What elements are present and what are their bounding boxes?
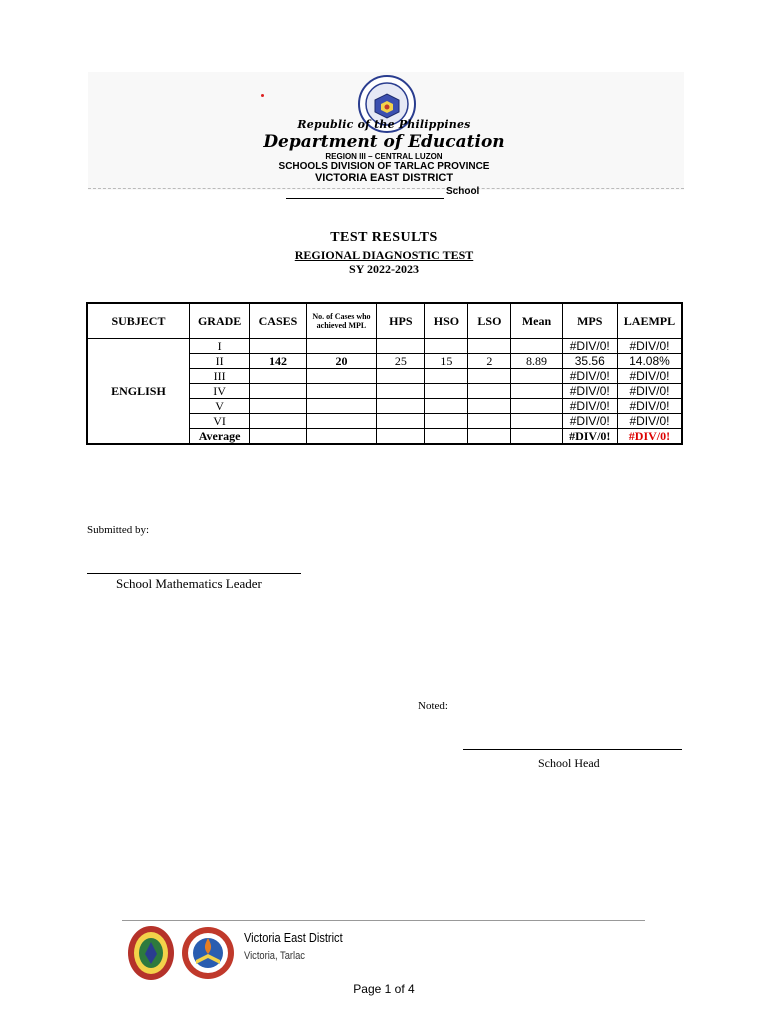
mpl-cell [306,399,377,414]
district-text: VICTORIA EAST DISTRICT [314,172,454,184]
header-lso: LSO [468,303,511,339]
document-title: TEST RESULTS [330,230,438,245]
cases-cell [250,369,306,384]
average-hps-cell [377,429,425,445]
mps-cell: #DIV/0! [562,414,617,429]
hso-cell [425,369,468,384]
mean-cell [511,339,562,354]
laempl-cell: #DIV/0! [617,369,682,384]
average-mean-cell [511,429,562,445]
lso-cell [468,339,511,354]
mpl-cell [306,369,377,384]
mps-cell: #DIV/0! [562,384,617,399]
school-year: SY 2022-2023 [349,262,419,276]
average-label: Average [189,429,249,445]
school-label: School [446,186,480,197]
noter-role: School Head [538,756,600,770]
division-text: SCHOOLS DIVISION OF TARLAC PROVINCE [278,161,490,172]
lso-cell [468,399,511,414]
average-laempl-cell: #DIV/0! [617,429,682,445]
test-name: REGIONAL DIAGNOSTIC TEST [294,248,474,262]
mps-cell: #DIV/0! [562,369,617,384]
header-hps: HPS [377,303,425,339]
average-hso-cell [425,429,468,445]
grade-cell: V [189,399,249,414]
hso-cell [425,414,468,429]
mean-cell [511,384,562,399]
cases-cell [250,339,306,354]
submitted-by-label: Submitted by: [87,524,150,536]
grade-cell: I [189,339,249,354]
hso-cell [425,399,468,414]
laempl-cell: #DIV/0! [617,414,682,429]
mean-cell: 8.89 [511,354,562,369]
letterhead-divider [88,188,684,189]
footer-divider [122,920,645,921]
average-lso-cell [468,429,511,445]
footer-district-name: Victoria East District [244,930,343,945]
grade-cell: IV [189,384,249,399]
grade-cell: II [189,354,249,369]
division-logo-icon [126,924,176,982]
noter-signature-line [463,749,682,750]
header-mpl-cases: No. of Cases who achieved MPL [306,303,377,339]
mpl-cell [306,339,377,354]
hps-cell [377,399,425,414]
hps-cell [377,339,425,354]
mpl-cell [306,414,377,429]
laempl-cell: #DIV/0! [617,339,682,354]
mean-cell [511,399,562,414]
hps-cell [377,414,425,429]
cases-cell [250,384,306,399]
hps-cell: 25 [377,354,425,369]
results-table [86,302,683,445]
lso-cell [468,384,511,399]
grade-cell: VI [189,414,249,429]
mps-cell: 35.56 [562,354,617,369]
hso-cell [425,339,468,354]
page-number: Page 1 of 4 [353,982,415,996]
footer-address: Victoria, Tarlac [244,950,305,962]
cases-cell [250,399,306,414]
average-cases-cell [250,429,306,445]
laempl-cell: 14.08% [617,354,682,369]
red-dot [261,94,264,97]
cases-cell: 142 [250,354,306,369]
mpl-cell [306,384,377,399]
region-text: REGION III – CENTRAL LUZON [325,152,443,161]
district-logo-icon [180,924,236,982]
department-text: Department of Education [263,132,505,152]
mean-cell [511,369,562,384]
hps-cell [377,369,425,384]
lso-cell: 2 [468,354,511,369]
mpl-cell: 20 [306,354,377,369]
mps-cell: #DIV/0! [562,399,617,414]
header-hso: HSO [425,303,468,339]
average-mpl-cell [306,429,377,445]
header-mps: MPS [562,303,617,339]
school-name-line [286,198,444,199]
lso-cell [468,369,511,384]
laempl-cell: #DIV/0! [617,384,682,399]
noted-label: Noted: [418,700,448,712]
laempl-cell: #DIV/0! [617,399,682,414]
submitter-signature-line [87,573,301,574]
header-subject: SUBJECT [87,303,189,339]
table-row [87,339,682,354]
mean-cell [511,414,562,429]
grade-cell: III [189,369,249,384]
header-laempl: LAEMPL [617,303,682,339]
republic-text: Republic of the Philippines [297,118,471,131]
header-mean: Mean [511,303,562,339]
cases-cell [250,414,306,429]
hso-cell [425,384,468,399]
subject-cell: ENGLISH [87,339,189,445]
table-header-row [87,303,682,339]
hso-cell: 15 [425,354,468,369]
lso-cell [468,414,511,429]
average-mps-cell: #DIV/0! [562,429,617,445]
submitter-role: School Mathematics Leader [116,576,262,591]
hps-cell [377,384,425,399]
header-grade: GRADE [189,303,249,339]
header-cases: CASES [250,303,306,339]
mps-cell: #DIV/0! [562,339,617,354]
